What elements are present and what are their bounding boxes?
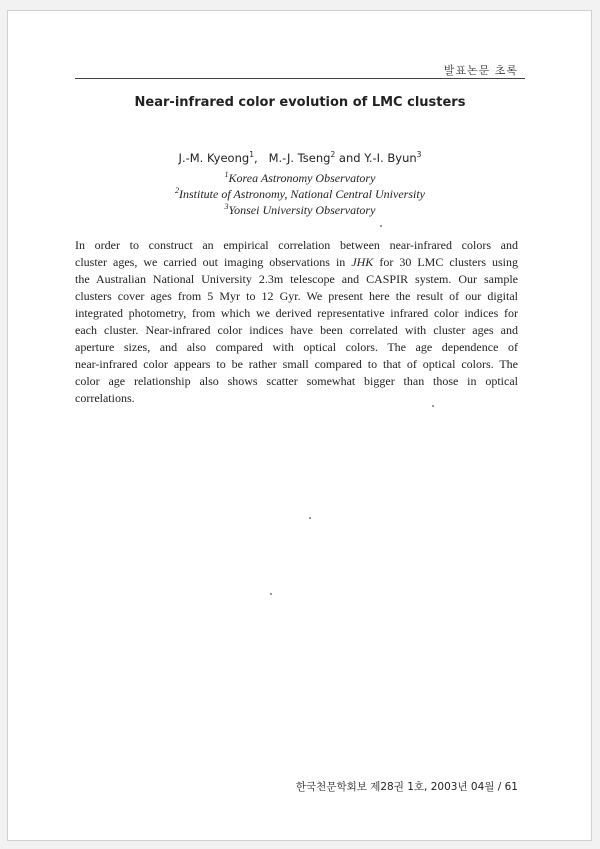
abstract-line xyxy=(75,254,518,271)
affiliation-name: Institute of Astronomy, National Central University xyxy=(179,187,425,201)
scan-speck xyxy=(309,517,311,519)
scan-speck xyxy=(270,593,272,595)
abstract-text: for 30 LMC clusters using xyxy=(373,255,518,269)
journal-citation: 한국천문학회보 제28권 1호, 2003년 04월 / 61 xyxy=(295,781,518,793)
affiliation-superscript: 1 xyxy=(224,170,229,179)
affiliation-superscript: 2 xyxy=(175,186,179,195)
abstract-line: each cluster. Near-infrared color indices have been correlated with cluster ages and xyxy=(75,323,518,337)
author-superscript: 1 xyxy=(249,150,254,159)
author-line xyxy=(0,150,600,165)
abstract-line: color age relationship also shows scatter somewhat bigger than those in optical xyxy=(75,374,518,388)
abstract-line: correlations. xyxy=(75,391,135,405)
affiliation-name: Yonsei University Observatory xyxy=(228,203,376,217)
header-rule xyxy=(75,78,525,79)
abstract-line: near-infrared color appears to be rather small compared to that of optical colors. The xyxy=(75,357,518,371)
abstract-text: cluster ages, we carried out imaging observations in xyxy=(75,255,352,269)
affiliation xyxy=(0,170,600,186)
author-name: M.-J. Tseng xyxy=(268,150,331,165)
author-name: Y.-I. Byun xyxy=(364,150,417,165)
abstract-line: integrated photometry, from which we derived representative infrared color indices for xyxy=(75,306,518,320)
abstract-line: aperture sizes, and also compared with optical colors. The age dependence of xyxy=(75,340,518,354)
affiliation-name: Korea Astronomy Observatory xyxy=(228,171,376,185)
author-name: J.-M. Kyeong xyxy=(178,150,250,165)
abstract-line: the Australian National University 2.3m telescope and CASPIR system. Our sample xyxy=(75,272,518,286)
affiliation xyxy=(0,202,600,218)
abstract-body xyxy=(75,237,518,407)
author-separator: , xyxy=(253,150,258,165)
author-and: and xyxy=(338,150,361,165)
paper-page xyxy=(7,10,592,841)
paper-title: Near-infrared color evolution of LMC clusters xyxy=(134,95,466,110)
affiliation-superscript: 3 xyxy=(224,202,229,211)
author-superscript: 3 xyxy=(416,150,422,159)
author-superscript: 2 xyxy=(330,150,336,159)
abstract-italic-term: JHK xyxy=(351,255,374,269)
abstract-line: In order to construct an empirical correlation between near-infrared colors and xyxy=(75,238,518,252)
abstract-line: clusters cover ages from 5 Myr to 12 Gyr. We present here the result of our digital xyxy=(75,289,518,303)
scan-speck xyxy=(380,225,382,227)
scan-speck xyxy=(432,405,434,407)
section-header-label: 발표논문 초록 xyxy=(443,64,518,77)
affiliation xyxy=(0,186,600,202)
